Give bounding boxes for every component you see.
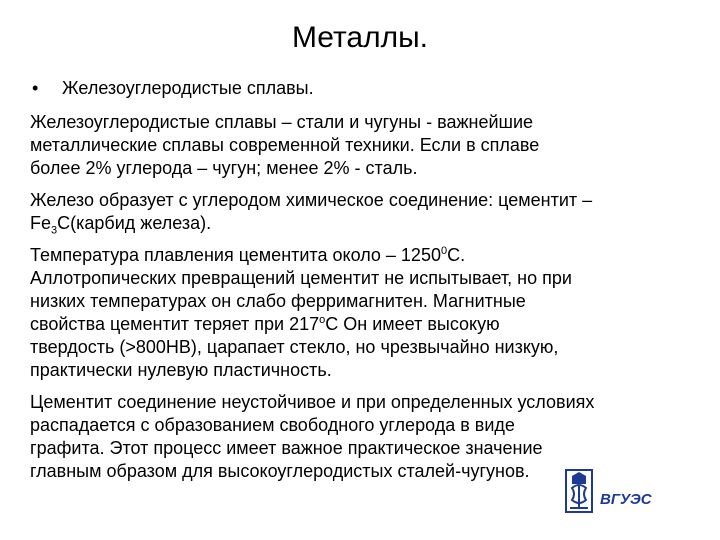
- curie-text: свойства цементит теряет при 217: [30, 314, 320, 334]
- university-emblem-icon: [558, 468, 678, 518]
- bullet-marker: •: [32, 78, 39, 98]
- slide-body: [30, 77, 700, 492]
- bullet-item: [30, 77, 700, 100]
- university-logo: [558, 468, 678, 518]
- paragraph-line: Цементит соединение неустойчивое и при определенных условиях: [30, 392, 595, 412]
- paragraph-line: более 2% углерода – чугун; менее 2% - сталь.: [30, 158, 418, 178]
- paragraph-alloys: [30, 111, 700, 180]
- paragraph-cementite: [30, 189, 700, 235]
- degree-superscript: о: [319, 314, 326, 326]
- paragraph-line: Железоуглеродистые сплавы – стали и чугуны - важнейшие: [30, 112, 534, 132]
- paragraph-line: низких температурах он слабо ферримагнитен. Магнитные: [30, 291, 526, 311]
- paragraph-line: распадается с образованием свободного углерода в виде: [30, 415, 515, 435]
- paragraph-line: практически нулевую пластичность.: [30, 360, 332, 380]
- formula-line: [30, 212, 700, 237]
- paragraph-properties: [30, 244, 700, 382]
- formula-element: Fe: [30, 213, 52, 233]
- melting-unit: С.: [447, 245, 466, 265]
- formula-rest: С(карбид железа).: [57, 213, 212, 233]
- paragraph-line: графита. Этот процесс имеет важное практическое значение: [30, 438, 543, 458]
- curie-rest: С Он имеет высокую: [325, 314, 500, 334]
- logo-text: ВГУЭС: [600, 491, 652, 508]
- paragraph-line: твердость (>800HB), царапает стекло, но чрезвычайно низкую,: [30, 337, 559, 357]
- paragraph-line: Аллотропических превращений цементит не испытывает, но при: [30, 268, 572, 288]
- paragraph-line: [30, 244, 700, 267]
- paragraph-line: металлические сплавы современной техники. Если в сплаве: [30, 135, 540, 155]
- paragraph-line: [30, 313, 700, 336]
- paragraph-line: главным образом для высокоуглеродистых сталей-чугунов.: [30, 461, 530, 481]
- bullet-text: Железоуглеродистые сплавы.: [62, 78, 314, 98]
- melting-text: Температура плавления цементита около – 1250: [30, 245, 441, 265]
- paragraph-line: Железо образует с углеродом химическое соединение: цементит –: [30, 190, 593, 210]
- slide-title: Металлы.: [291, 21, 428, 54]
- formula-subscript: 3: [51, 224, 58, 237]
- degree-superscript: 0: [440, 245, 448, 257]
